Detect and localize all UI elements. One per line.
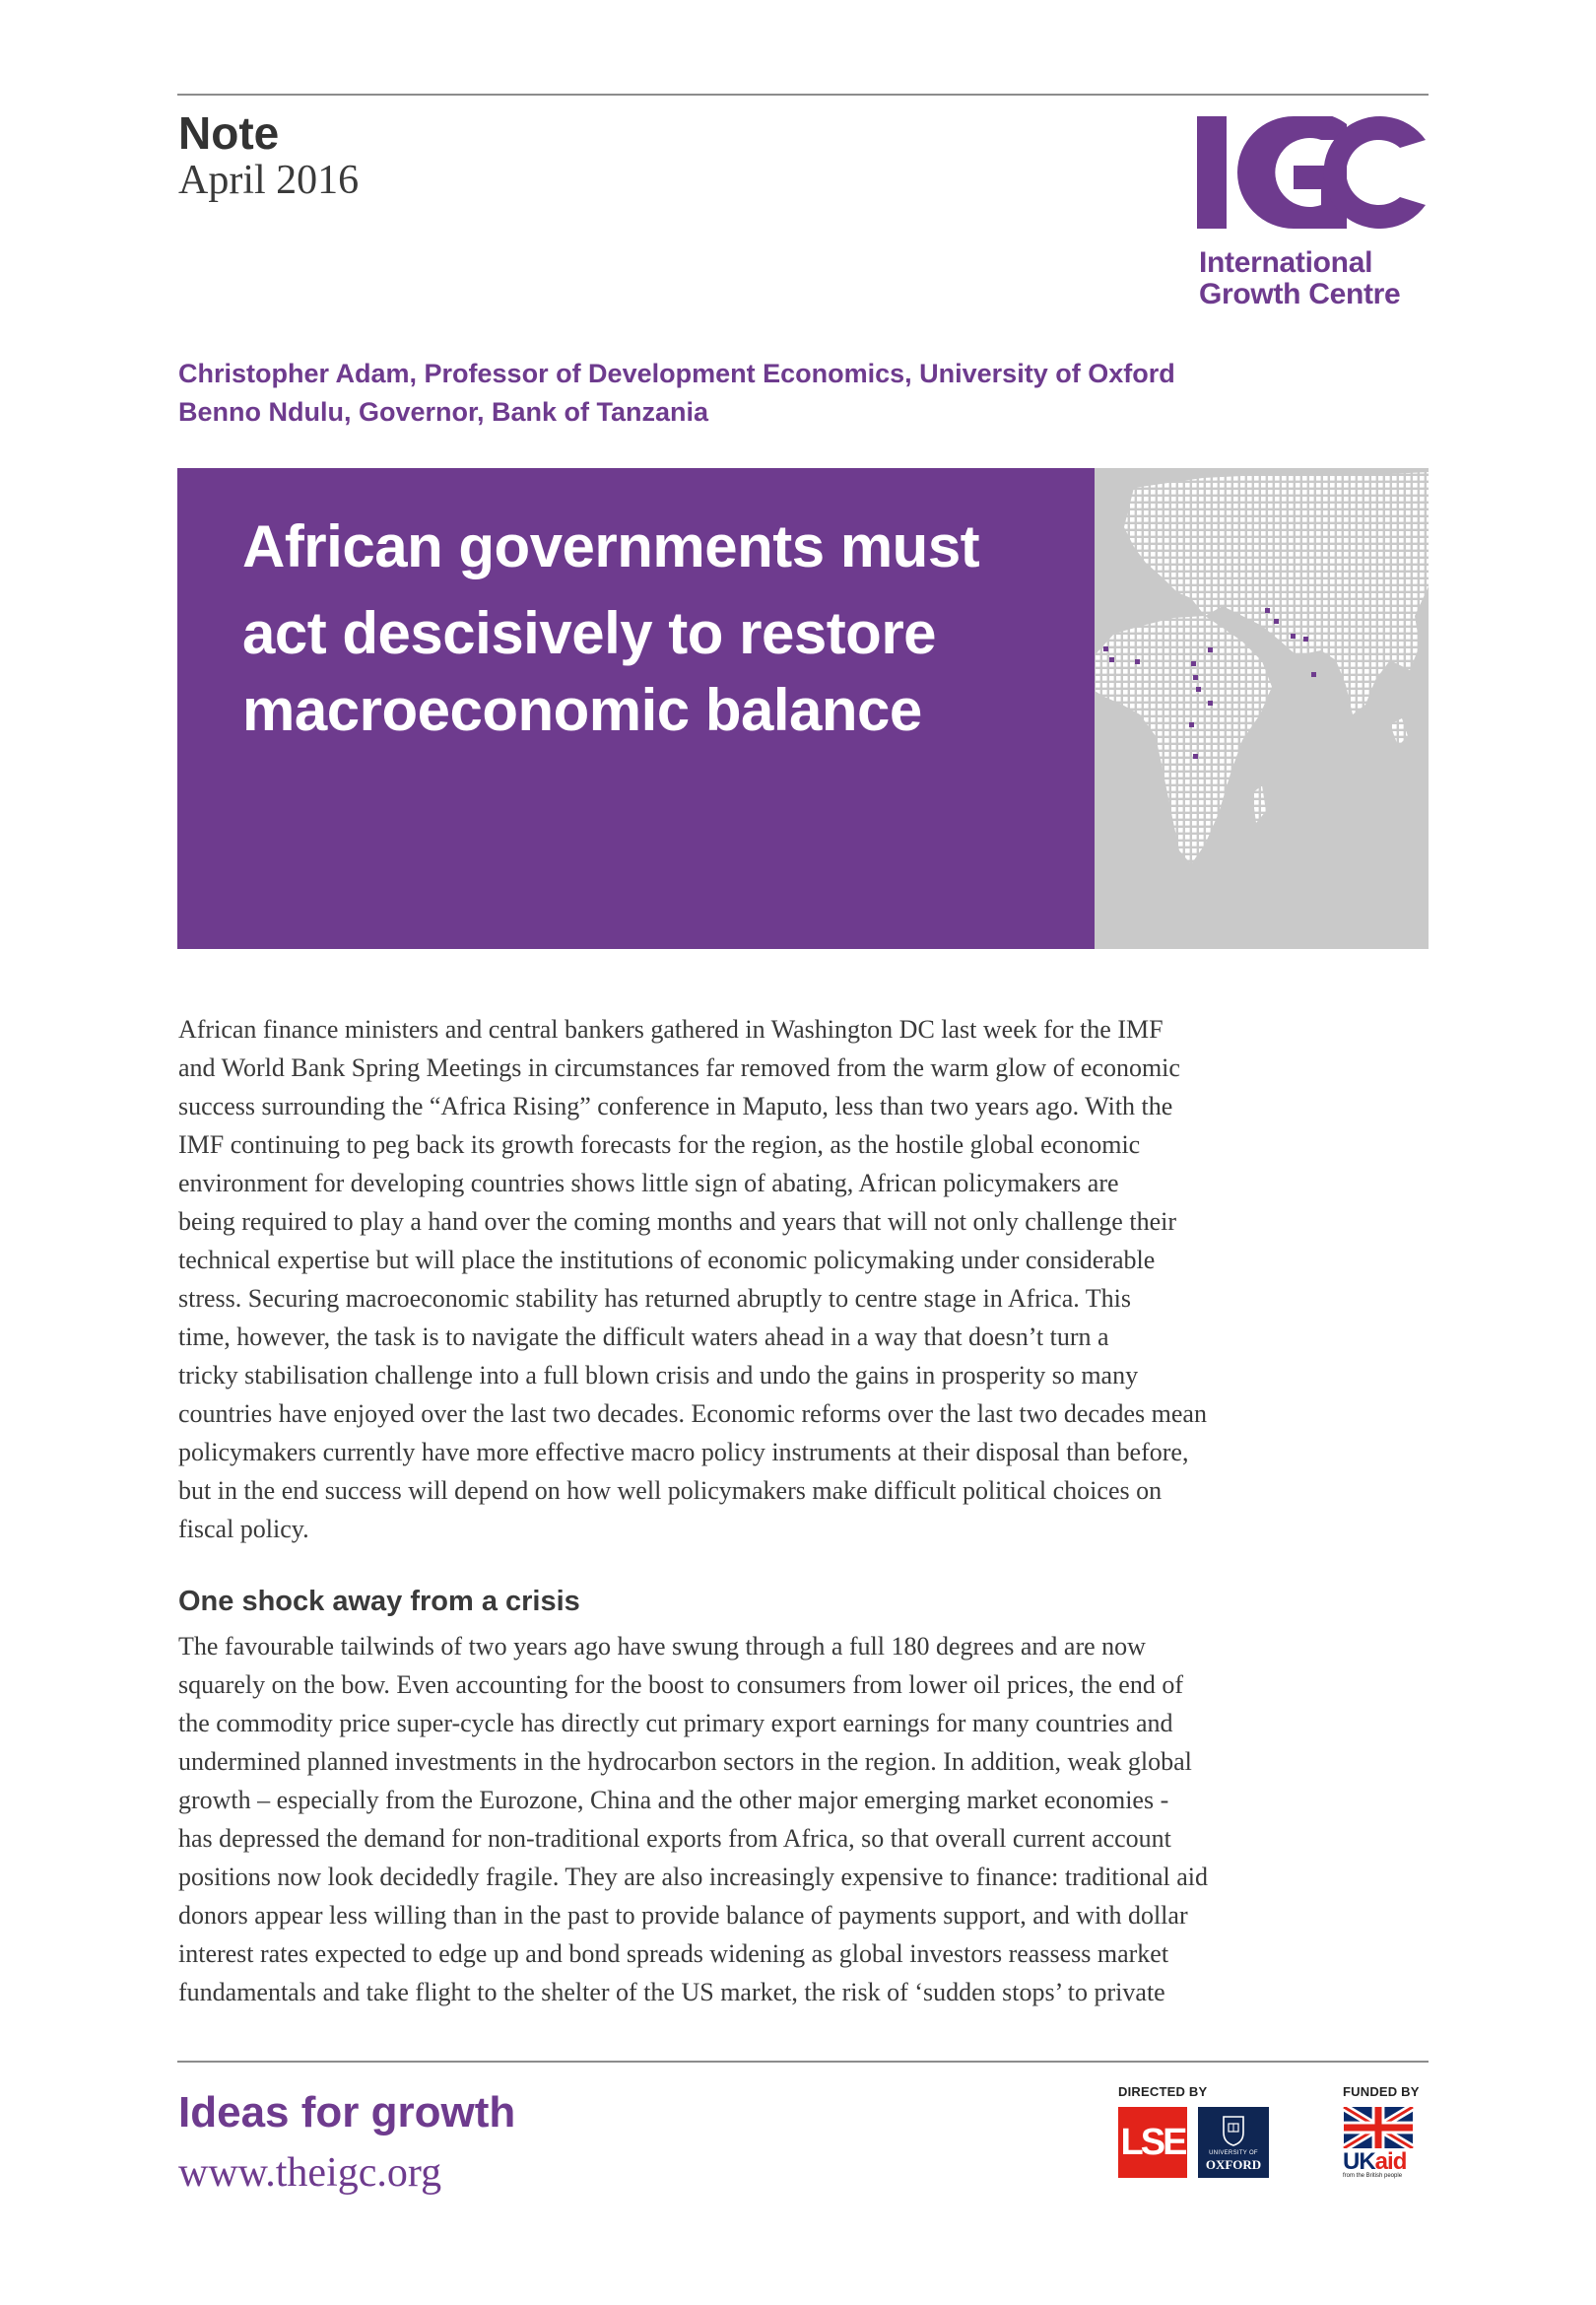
directed-by-label: DIRECTED BY — [1118, 2084, 1208, 2099]
paragraph-line: undermined planned investments in the hydrocarbon sectors in the region. In addition, weak global — [178, 1747, 1192, 1776]
footer-divider — [177, 2061, 1429, 2063]
funded-by-label: FUNDED BY — [1343, 2084, 1420, 2099]
headline-line: act descisively to restore — [242, 600, 937, 666]
paragraph-line: being required to play a hand over the coming months and years that will not only challenge their — [178, 1207, 1176, 1236]
ukaid-uk-text: UK — [1343, 2148, 1375, 2175]
paragraph-line: fundamentals and take flight to the shelter of the US market, the risk of ‘sudden stops’ to private — [178, 1978, 1165, 2006]
paragraph-line: but in the end success will depend on how well policymakers make difficult political choices on — [178, 1476, 1163, 1505]
paragraph-line: donors appear less willing than in the past to provide balance of payments support, and with dollar — [178, 1901, 1188, 1930]
paragraph-line: policymakers currently have more effective macro policy instruments at their disposal than before, — [178, 1438, 1189, 1466]
paragraph-line: has depressed the demand for non-traditional exports from Africa, so that overall current account — [178, 1824, 1171, 1853]
paragraph-line: squarely on the bow. Even accounting for the boost to consumers from lower oil prices, the end of — [178, 1670, 1183, 1699]
ukaid-tagline: from the British people — [1343, 2173, 1403, 2179]
paragraph-line: African finance ministers and central bankers gathered in Washington DC last week for the IMF — [178, 1015, 1164, 1044]
document-date: April 2016 — [178, 158, 360, 203]
lse-logo: LSE — [1118, 2107, 1187, 2178]
paragraph-line: fiscal policy. — [178, 1515, 309, 1543]
oxford-logo — [1198, 2107, 1269, 2178]
logo-line-growth-centre: Growth Centre — [1199, 278, 1401, 310]
world-dot-map-icon — [1095, 468, 1429, 949]
headline-line: African governments must — [242, 513, 980, 579]
oxford-logo-subtitle: UNIVERSITY OF — [1209, 2150, 1258, 2156]
headline-line: macroeconomic balance — [242, 677, 922, 743]
intro-paragraph — [178, 1010, 1282, 1548]
paragraph-line: countries have enjoyed over the last two decades. Economic reforms over the last two decades mean — [178, 1399, 1207, 1428]
ukaid-logo — [1343, 2107, 1414, 2180]
headline-panel — [177, 468, 1095, 949]
document-type-label: Note — [178, 107, 280, 159]
paragraph-line: environment for developing countries shows little sign of abating, African policymakers are — [178, 1169, 1119, 1197]
ukaid-aid-text: aid — [1374, 2148, 1407, 2175]
paragraph-line: and World Bank Spring Meetings in circumstances far removed from the warm glow of economic — [178, 1053, 1180, 1082]
paragraph-line: success surrounding the “Africa Rising” conference in Maputo, less than two years ago. With the — [178, 1092, 1173, 1120]
footer-tagline: Ideas for growth — [178, 2088, 516, 2136]
world-map-image — [1095, 468, 1429, 949]
igc-logo — [1197, 116, 1429, 313]
igc-mark-icon — [1197, 116, 1426, 229]
title-banner — [177, 468, 1429, 949]
footer-website-link[interactable]: www.theigc.org — [178, 2150, 442, 2196]
paragraph-line: stress. Securing macroeconomic stability has returned abruptly to centre stage in Africa. This — [178, 1284, 1132, 1313]
paragraph-line: growth – especially from the Eurozone, China and the other major emerging market economies - — [178, 1786, 1169, 1814]
section-paragraph — [178, 1627, 1282, 2011]
paragraph-line: time, however, the task is to navigate the difficult waters ahead in a way that doesn’t turn a — [178, 1322, 1109, 1351]
paragraph-line: interest rates expected to edge up and bond spreads widening as global investors reassess market — [178, 1939, 1169, 1968]
paragraph-line: technical expertise but will place the institutions of economic policymaking under considerable — [178, 1246, 1156, 1274]
oxford-logo-name: OXFORD — [1205, 2157, 1262, 2172]
oxford-crest-icon — [1222, 2115, 1245, 2146]
author-line: Benno Ndulu, Governor, Bank of Tanzania — [178, 397, 709, 427]
logo-line-international: International — [1199, 246, 1373, 279]
paragraph-line: positions now look decidedly fragile. They are also increasingly expensive to finance: traditional aid — [178, 1863, 1208, 1891]
top-divider — [177, 94, 1429, 96]
paragraph-line: the commodity price super-cycle has directly cut primary export earnings for many countries and — [178, 1709, 1173, 1737]
paragraph-line: The favourable tailwinds of two years ago have swung through a full 180 degrees and are now — [178, 1632, 1146, 1661]
ukaid-wordmark — [1343, 2150, 1406, 2174]
union-flag-icon — [1343, 2107, 1414, 2148]
author-line: Christopher Adam, Professor of Development Economics, University of Oxford — [178, 359, 1175, 388]
section-heading: One shock away from a crisis — [178, 1586, 580, 1617]
paragraph-line: tricky stabilisation challenge into a full blown crisis and undo the gains in prosperity so many — [178, 1361, 1139, 1390]
paragraph-line: IMF continuing to peg back its growth forecasts for the region, as the hostile global economic — [178, 1130, 1141, 1159]
